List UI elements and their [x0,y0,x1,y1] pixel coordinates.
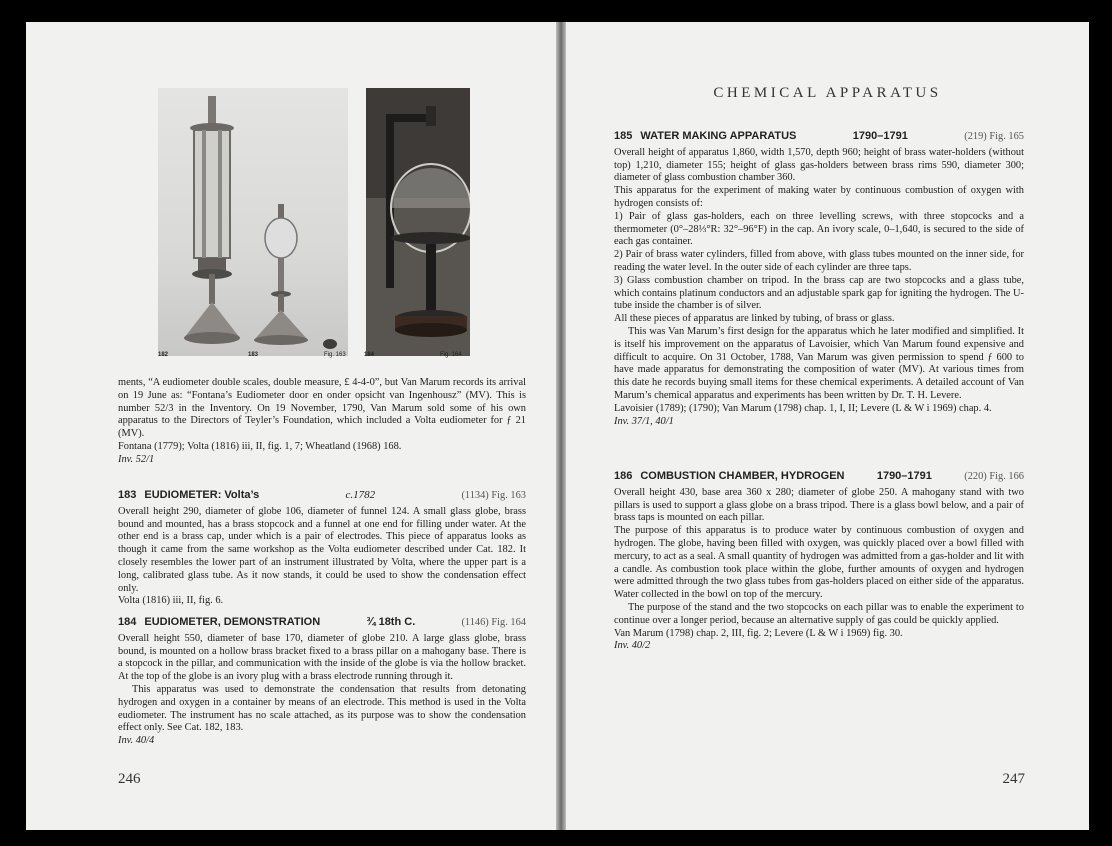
entry-185-item-2: 2) Pair of brass water cylinders, filled from above, with glass tubes mounted on the inner side, for reading the water level. In the outer side of each cylinder are three taps. [614,249,1024,273]
entry-186-refs: Van Marum (1798) chap. 2, III, fig. 2; Levere (L & W i 1969) fig. 30. [614,627,903,639]
entry-186-body-2: The purpose of this apparatus is to produce water by continuous combustion of oxygen and hydrogen. The globe, having been filled with oxygen, was quickly placed over a bowl filled with mercury, to act as a seal. A small quantity of hydrogen was admitted from a gas-holder and lit with a candle. As combustion took place within the globe, further amounts of oxygen and hydrogen were admitted through the two glass tubes from gas-holders placed on either side of the apparatus. Water collected in the bowl on top of the mercury. [614,525,1024,601]
entry-184-inventory: Inv. 40/4 [118,735,155,747]
entry-183-body: Overall height 290, diameter of globe 106, diameter of funnel 124. A small glass globe, brass bound and mounted, has a brass stopcock and a funnel at one end for filling under water. At the other end is a brass cap, under which is a pair of electrodes. This piece of apparatus looks as though it came from the same workshop as the Volta eudiometer described under Cat. 182. It closely resembles the lower part of an instrument illustrated by Volta, where the upper part is a long, calibrated glass tube. As it now stands, it could be used to show the condensation effect only. [118,505,526,594]
entry-185-heading [614,130,1024,144]
continuation-paragraph: ments, “A eudiometer double scales, double measure, £ 4-4-0”, but Van Marum records its arrival on 19 June as: “Fontana’s Eudiometer door en onder opsicht van Ingenhousz” (MV). This is number 52/3 in the Inventory. On 19 November, 1790, Van Marum sold some of his own apparatus to the Directors of Teyler’s Foundation, which included a Volta eudiometer for ƒ 21 (MV). [118,377,526,440]
entry-185-body-2: This apparatus for the experiment of making water by continuous combustion of oxygen with hydrogen consists of: [614,185,1024,209]
entry-number: 185 [614,130,633,142]
entry-185-inventory: Inv. 37/1, 40/1 [614,415,674,427]
entry-186-inventory: Inv. 40/2 [614,640,651,652]
entry-number: 186 [614,470,633,482]
entry-date: 1790–1791 [876,470,932,482]
entry-reference: (1134) Fig. 163 [461,490,526,501]
entry-reference: (220) Fig. 166 [964,471,1024,482]
entry-reference: (1146) Fig. 164 [461,617,526,628]
continuation-text [118,377,526,467]
right-page [566,22,1089,830]
entry-title: EUDIOMETER: Volta’s [144,489,260,501]
photo-eudiometers-182-183 [158,88,348,356]
entry-reference: (219) Fig. 165 [964,131,1024,142]
entry-title: COMBUSTION CHAMBER, HYDROGEN [640,470,845,482]
caption-184: 184 [364,352,375,358]
entry-number: 183 [118,489,137,501]
entry-185-item-3: 3) Glass combustion chamber on tripod. In the brass cap are two stopcocks and a glass tube, which contains platinum conductors and an adjustable spark gap for igniting the hydrogen. The U-tube inside the chamber is of silver. [614,274,1024,312]
entry-185-body-4: This was Van Marum’s first design for the apparatus which he later modified and simplified. It is itself his improvement on the apparatus of Lavoisier, which Van Marum found expensive and difficult to acquire. On 31 October, 1788, Van Marum was given permission to spend ƒ 600 to have made apparatus for demonstrating the composition of water (MV). At various times from this date he records buying small items for these chemical experiments. A detailed account of Van Marum’s chemical apparatus and experiments has been written by Dr. T. H. Levere. [614,325,1024,401]
entry-title: EUDIOMETER, DEMONSTRATION [144,616,321,628]
caption-182: 182 [158,352,169,358]
entry-185-body: Overall height of apparatus 1,860, width 1,570, depth 960; height of brass water-holders (without top) 1,210, diameter 155; height of glass gas-holders between brass rims 590, diameter 300; diameter of glass combustion chamber 360. [614,146,1024,184]
entry-185-item-1: 1) Pair of glass gas-holders, each on three levelling screws, with three stopcocks and a thermometer (0°–28⅓°R: 32°–96°F) in the cap. An ivory scale, 0–1,640, is secured to the side of each gas container. [614,210,1024,248]
entry-185-refs: Lavoisier (1789); (1790); Van Marum (1798) chap. 1, I, II; Levere (L & W i 1969) chap. 4. [614,402,992,414]
page-number-left: 246 [118,771,141,787]
entry-184 [118,616,526,748]
entry-183 [118,489,526,608]
caption-fig-163: Fig. 163 [324,352,346,358]
entry-date: c.1782 [345,489,376,501]
continuation-inventory: Inv. 52/1 [118,453,155,465]
chapter-title: CHEMICAL APPARATUS [713,85,942,101]
entry-186-body-3: The purpose of the stand and the two stopcocks on each pillar was to enable the experiment to continue over a longer period, because an alternative supply of gas could be quickly applied. [614,601,1024,626]
entry-186-heading [614,470,1024,484]
entry-186 [614,470,1024,653]
entry-date: ¾ 18th C. [366,616,416,628]
entry-184-heading [118,616,526,630]
entry-186-body: Overall height 430, base area 360 x 280; diameter of globe 250. A mahogany stand with two pillars is used to support a glass globe on a brass tripod. There is a glass bowl below, and a pair of brass taps is mounted on each pillar. [614,486,1024,524]
entry-183-refs: Volta (1816) iii, II, fig. 6. [118,595,224,607]
page-number-right: 247 [1002,771,1025,787]
photo-demonstration-eudiometer-184 [366,88,470,356]
entry-185-body-3: All these pieces of apparatus are linked by tubing, of brass or glass. [614,313,895,325]
entry-title: WATER MAKING APPARATUS [640,130,797,142]
figure-captions [158,352,470,366]
left-page [26,22,556,830]
entry-183-heading [118,489,526,503]
caption-183: 183 [248,352,259,358]
continuation-refs: Fontana (1779); Volta (1816) iii, II, fig. 1, 7; Wheatland (1968) 168. [118,440,402,452]
entry-184-body: Overall height 550, diameter of base 170, diameter of globe 210. A large glass globe, brass bound, is mounted on a hollow brass bracket fixed to a brass pillar on a mahogany base. There is a stopcock in the pillar, and communication with the inside of the globe is via the hollow bracket. At the top of the globe is an ivory plug with a brass electrode running through it. [118,632,526,683]
entry-184-body-2: This apparatus was used to demonstrate the condensation that results from detonating hydrogen and oxygen in a container by means of an electrode. This method is used in the Volta eudiometer. The instrument has no scale attached, as its purpose was to show the condensation effect only. See Cat. 182, 183. [118,683,526,734]
entry-number: 184 [118,616,137,628]
caption-fig-164: Fig. 164 [440,352,462,358]
entry-date: 1790–1791 [852,130,908,142]
demonstration-eudiometer-illustration [366,88,470,356]
entry-185 [614,130,1024,428]
eudiometer-illustration [158,88,348,356]
book-gutter [556,22,566,830]
